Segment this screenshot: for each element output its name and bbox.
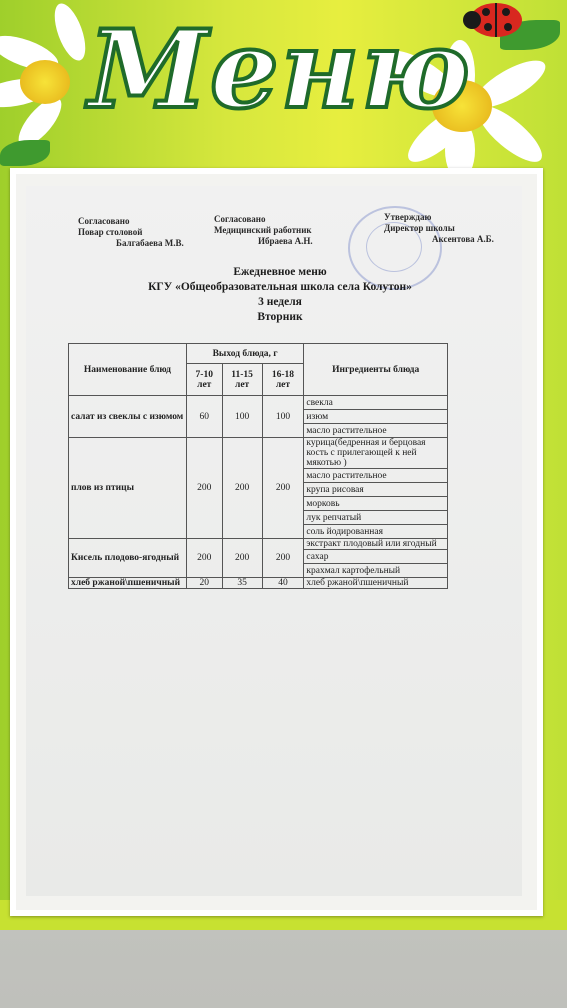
dish-name: плов из птицы	[69, 438, 187, 539]
approval-position: Медицинский работник	[214, 225, 312, 235]
yield-value: 60	[186, 396, 222, 438]
table-row	[69, 396, 448, 410]
ingredient: изюм	[304, 410, 448, 424]
approval-role: Утверждаю	[384, 212, 432, 222]
ingredient: экстракт плодовый или ягодный	[304, 539, 448, 550]
ingredient: крупа рисовая	[304, 483, 448, 497]
approval-role: Согласовано	[78, 216, 130, 226]
ingredient: лук репчатый	[304, 511, 448, 525]
table-row	[69, 578, 448, 589]
dish-name: салат из свеклы с изюмом	[69, 396, 187, 438]
table-row	[69, 539, 448, 550]
yield-value: 200	[262, 438, 304, 539]
approval-position: Повар столовой	[78, 227, 143, 237]
yield-value: 20	[186, 578, 222, 589]
yield-value: 35	[222, 578, 262, 589]
ingredient: масло растительное	[304, 469, 448, 483]
poster-title: Меню	[88, 7, 472, 133]
header-age: 16-18 лет	[262, 364, 304, 396]
approval-director	[384, 212, 494, 245]
menu-table	[68, 343, 448, 589]
approval-role: Согласовано	[214, 214, 266, 224]
yield-value: 100	[222, 396, 262, 438]
yield-value: 100	[262, 396, 304, 438]
yield-value: 200	[186, 438, 222, 539]
yield-value: 200	[222, 438, 262, 539]
day-label: Вторник	[257, 311, 303, 323]
approval-name: Балгабаева М.В.	[116, 238, 184, 248]
yield-value: 200	[262, 539, 304, 578]
yield-value: 200	[222, 539, 262, 578]
header-age: 11-15 лет	[222, 364, 262, 396]
approval-name: Аксентова А.Б.	[432, 234, 494, 244]
menu-title: Ежедневное меню	[233, 266, 327, 278]
ingredient: хлеб ржаной\пшеничный	[304, 578, 448, 589]
ingredient: масло растительное	[304, 424, 448, 438]
header-age: 7-10 лет	[186, 364, 222, 396]
school-name: КГУ «Общеобразовательная школа села Колутон»	[148, 281, 412, 293]
yield-value: 40	[262, 578, 304, 589]
approval-position: Директор школы	[384, 223, 455, 233]
table-row	[69, 438, 448, 469]
ingredient: курица(бедренная и берцовая кость с прилегающей к ней мякотью )	[304, 438, 448, 469]
ingredient: свекла	[304, 396, 448, 410]
ingredient: крахмал картофельный	[304, 564, 448, 578]
header-ingredients: Ингредиенты блюда	[304, 344, 448, 396]
header-yield: Выход блюда, г	[186, 344, 304, 364]
ingredient: сахар	[304, 550, 448, 564]
approval-name: Ибраева А.Н.	[258, 236, 313, 246]
dish-name: хлеб ржаной\пшеничный	[69, 578, 187, 589]
ingredient: соль йодированная	[304, 525, 448, 539]
dish-name: Кисель плодово-ягодный	[69, 539, 187, 578]
yield-value: 200	[186, 539, 222, 578]
header-dish: Наименование блюд	[69, 344, 187, 396]
approval-cook	[78, 216, 184, 249]
ingredient: морковь	[304, 497, 448, 511]
week-label: 3 неделя	[258, 296, 302, 308]
approval-medic	[214, 214, 313, 247]
